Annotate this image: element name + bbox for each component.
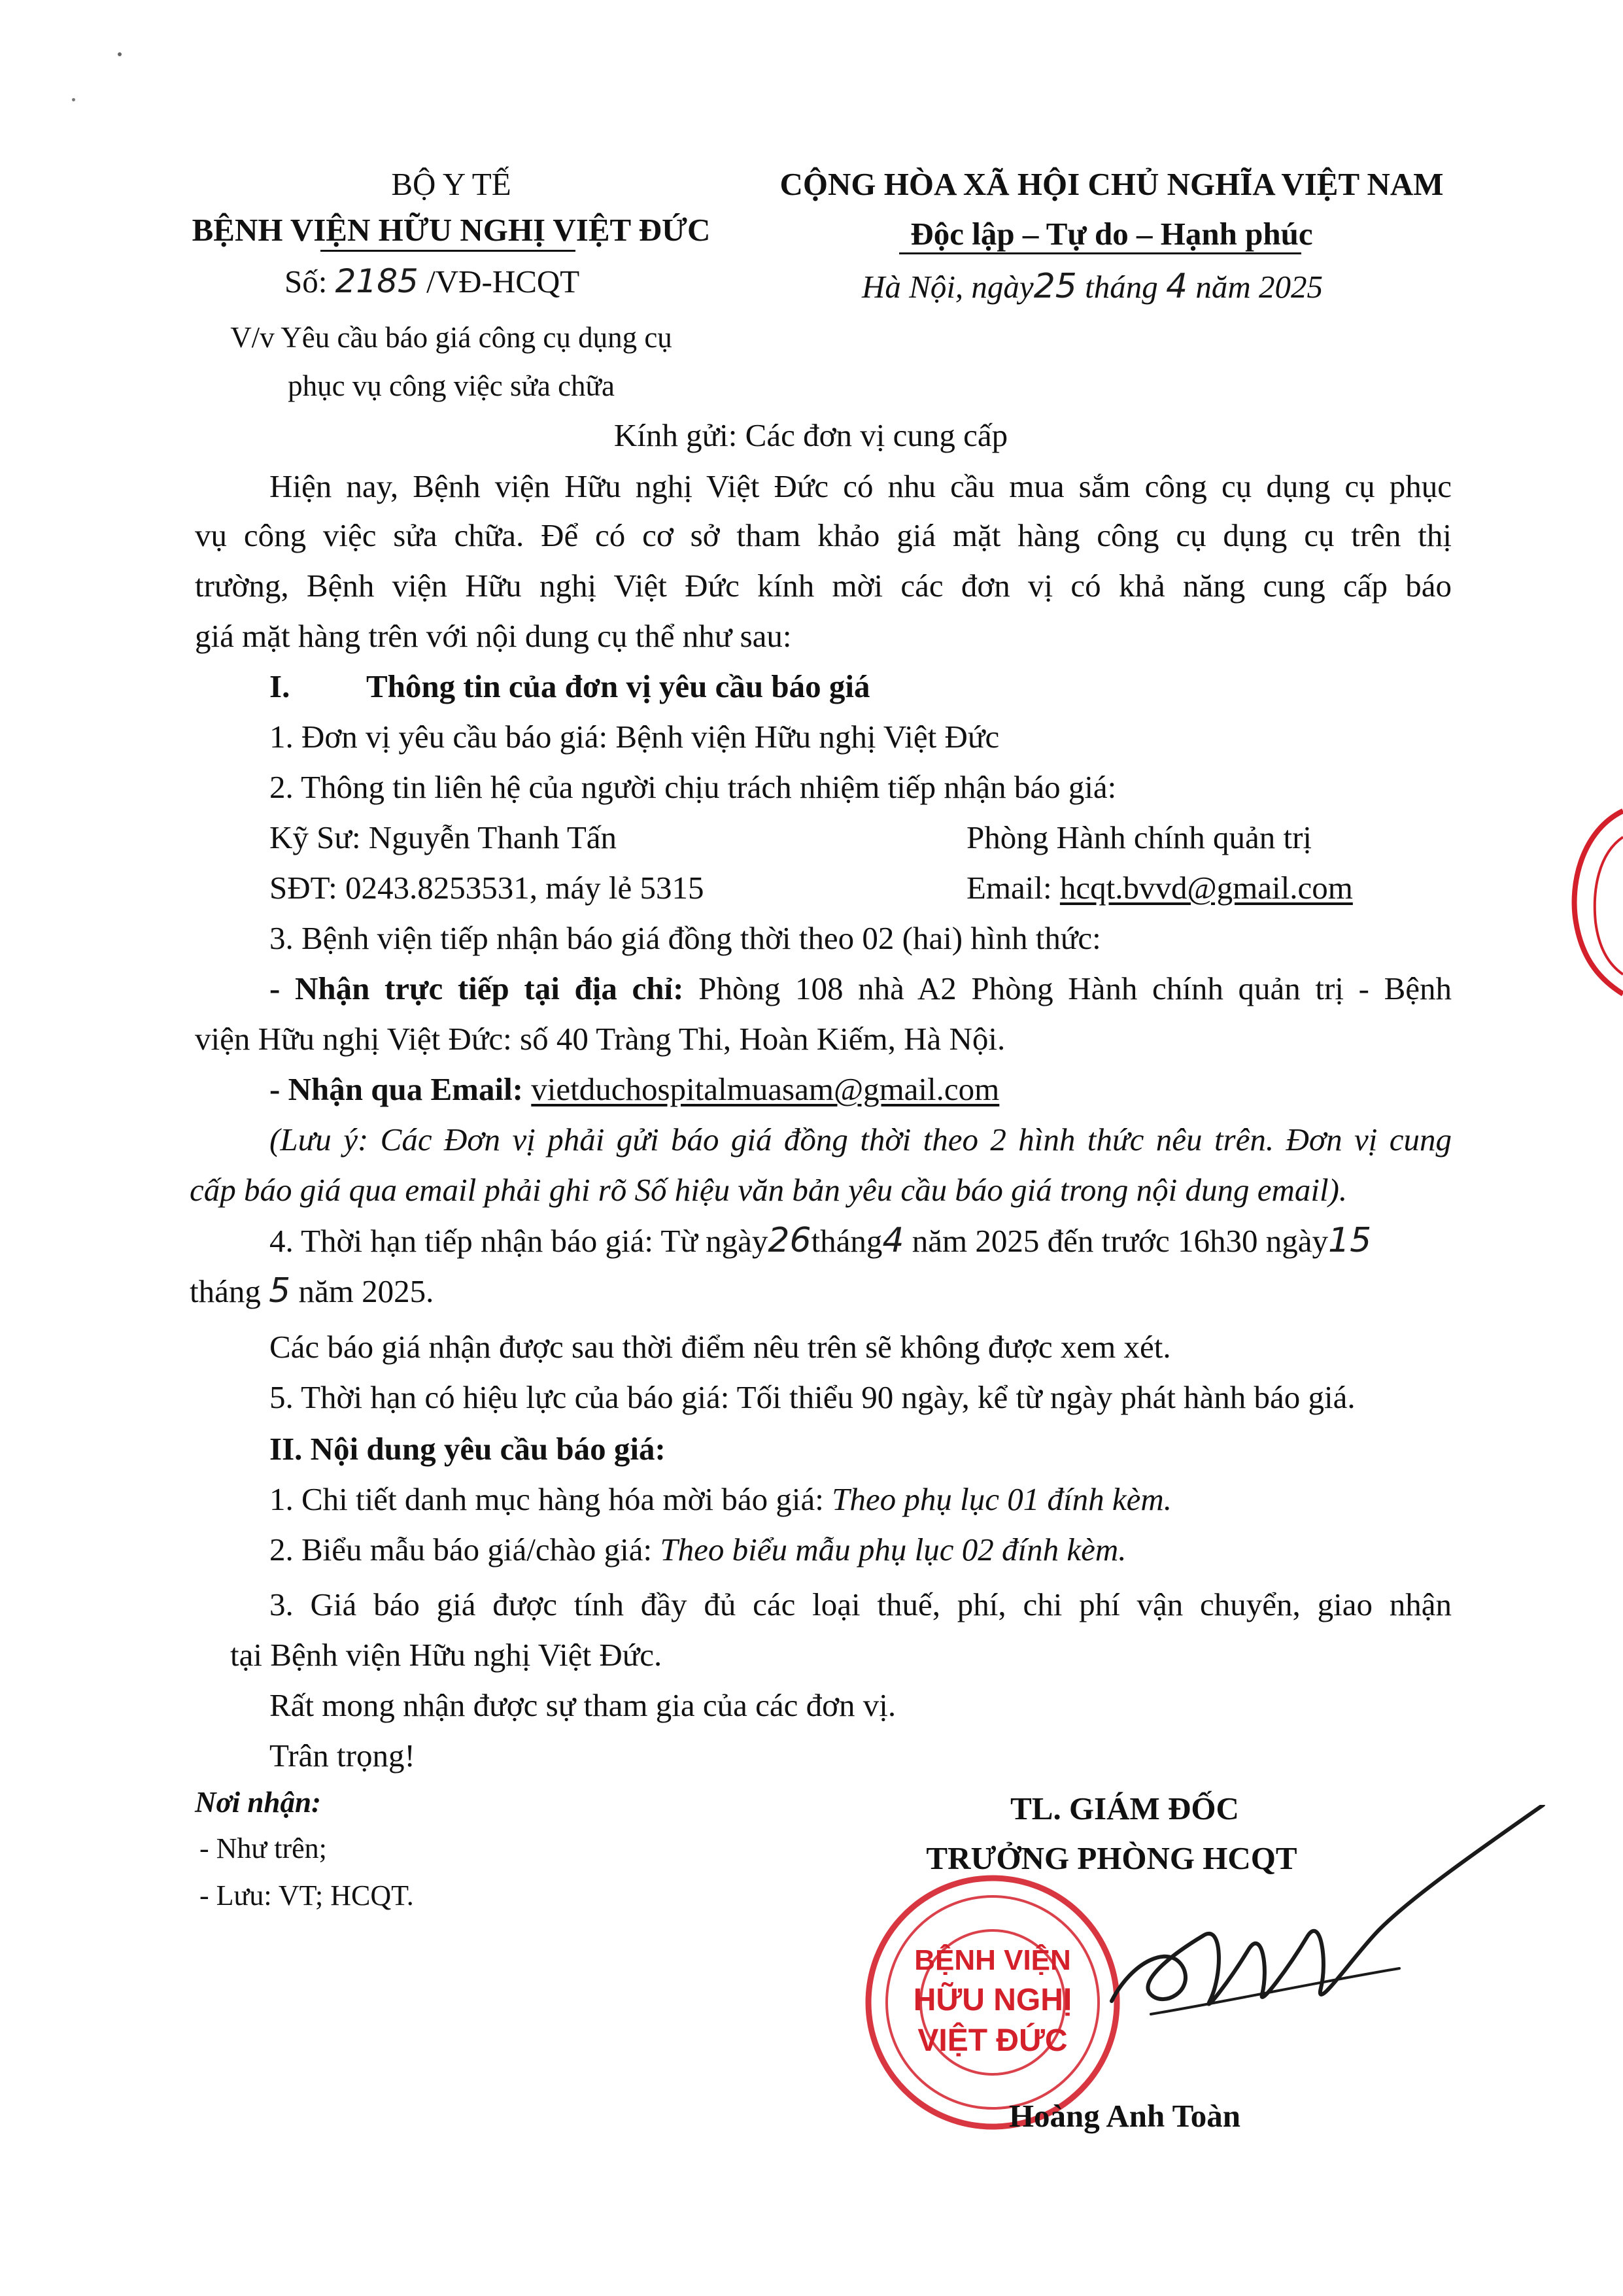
note-line-2: cấp báo giá qua email phải ghi rõ Số hiệu văn bản yêu cầu báo giá trong nội dung email). — [190, 1172, 1348, 1208]
scan-speck — [72, 98, 75, 101]
intro-line-4: giá mặt hàng trên với nội dung cụ thể như sau: — [195, 618, 792, 654]
date-month-label: tháng — [1085, 269, 1158, 305]
date-year: năm 2025 — [1195, 269, 1323, 305]
section-2-title: II. Nội dung yêu cầu báo giá: — [269, 1431, 666, 1467]
subject-line-1: V/v Yêu cầu báo giá công cụ dụng cụ — [230, 321, 672, 354]
item4-text-e: năm 2025. — [298, 1273, 434, 1309]
section-1-number: I. — [269, 668, 290, 704]
section-2-item-1-label: 1. Chi tiết danh mục hàng hóa mời báo giá: — [269, 1481, 824, 1517]
signature-title-1: TL. GIÁM ĐỐC — [1010, 1791, 1239, 1826]
contact-email-label: Email: — [966, 870, 1052, 906]
scan-speck — [118, 52, 122, 56]
section-1-item-2: 2. Thông tin liên hệ của người chịu trách nhiệm tiếp nhận báo giá: — [269, 769, 1117, 805]
date-prefix: Hà Nội, ngày — [862, 269, 1034, 305]
item4-month-1-handwritten: 4 — [882, 1221, 904, 1260]
section-2-item-1-value: Theo phụ lục 01 đính kèm. — [832, 1481, 1172, 1517]
contact-email-row — [966, 868, 1353, 908]
email-submission-label: - Nhận qua Email: — [269, 1071, 524, 1107]
signer-name: Hoàng Anh Toàn — [1008, 2098, 1241, 2134]
item4-text-d: tháng — [190, 1273, 261, 1309]
country-name: CỘNG HÒA XÃ HỘI CHỦ NGHĨA VIỆT NAM — [779, 166, 1444, 202]
direct-submission-label: - Nhận trực tiếp tại địa chỉ: — [269, 970, 684, 1006]
doc-no-label: Số: — [284, 264, 328, 300]
edge-stamp-mark — [1556, 804, 1623, 1001]
hospital-underline — [320, 250, 575, 252]
section-1-title: Thông tin của đơn vị yêu cầu báo giá — [366, 668, 870, 704]
contact-email-link[interactable]: hcqt.bvvd@gmail.com — [1059, 870, 1353, 906]
email-submission-link[interactable]: vietduchospitalmuasam@gmail.com — [531, 1071, 1000, 1107]
recipients-line-1: - Như trên; — [199, 1832, 327, 1864]
section-2-item-2 — [269, 1530, 1126, 1569]
doc-no-suffix: /VĐ-HCQT — [426, 264, 580, 300]
section-2-item-2-label: 2. Biểu mẫu báo giá/chào giá: — [269, 1532, 653, 1568]
hospital-name: BỆNH VIỆN HỮU NGHỊ VIỆT ĐỨC — [192, 212, 711, 248]
direct-submission-address: Phòng 108 nhà A2 Phòng Hành chính quản trị - Bệnh — [698, 970, 1452, 1006]
ministry-name: BỘ Y TẾ — [391, 166, 511, 202]
regards-line: Trân trọng! — [269, 1738, 415, 1773]
item4-month-2-handwritten: 5 — [269, 1271, 291, 1311]
section-2-item-1 — [269, 1480, 1172, 1519]
item4-text-a: 4. Thời hạn tiếp nhận báo giá: Từ ngày — [269, 1223, 768, 1259]
signature-title-2: TRƯỞNG PHÒNG HCQT — [926, 1840, 1297, 1876]
section-1-item-4 — [269, 1221, 1371, 1261]
document-number — [284, 262, 579, 301]
contact-department: Phòng Hành chính quản trị — [966, 819, 1312, 855]
date-month-handwritten: 4 — [1165, 267, 1188, 306]
signature-icon — [1072, 1805, 1556, 2053]
note-line-1: (Lưu ý: Các Đơn vị phải gửi báo giá đồng thời theo 2 hình thức nêu trên. Đơn vị cung — [269, 1122, 1452, 1157]
section-2-item-2-value: Theo biểu mẫu phụ lục 02 đính kèm. — [660, 1532, 1127, 1568]
section-1-item-5: 5. Thời hạn có hiệu lực của báo giá: Tối thiểu 90 ngày, kể từ ngày phát hành báo giá. — [269, 1379, 1356, 1415]
recipient-line: Kính gửi: Các đơn vị cung cấp — [613, 417, 1008, 453]
intro-line-2: vụ công việc sửa chữa. Để có cơ sở tham khảo giá mặt hàng công cụ dụng cụ trên thị — [195, 517, 1452, 553]
item4-text-c: năm 2025 đến trước 16h30 ngày — [912, 1223, 1329, 1259]
direct-submission-line-1 — [269, 969, 1452, 1008]
date-day-handwritten: 25 — [1033, 267, 1077, 306]
section-2-item-3-line-1: 3. Giá báo giá được tính đầy đủ các loại thuế, phí, chi phí vận chuyển, giao nhận — [269, 1586, 1452, 1622]
contact-phone: SĐT: 0243.8253531, máy lẻ 5315 — [269, 870, 704, 906]
contact-name: Kỹ Sư: Nguyễn Thanh Tấn — [269, 819, 617, 855]
closing-line: Rất mong nhận được sự tham gia của các đơn vị. — [269, 1687, 897, 1723]
issue-date — [862, 267, 1323, 307]
doc-no-handwritten: 2185 — [335, 262, 419, 300]
recipients-title: Nơi nhận: — [195, 1786, 321, 1819]
stamp-text-3: VIỆT ĐỨC — [917, 2023, 1068, 2058]
item4-text-b: tháng — [811, 1223, 883, 1259]
signature-scribble — [1072, 1805, 1556, 2053]
stamp-text-1: BỆNH VIỆN — [914, 1944, 1071, 1976]
item4-day-2-handwritten: 15 — [1328, 1221, 1372, 1260]
section-1-item-1: 1. Đơn vị yêu cầu báo giá: Bệnh viện Hữu nghị Việt Đức — [269, 719, 1000, 755]
item4-day-1-handwritten: 26 — [768, 1221, 811, 1260]
section-1-item-3: 3. Bệnh viện tiếp nhận báo giá đồng thời theo 02 (hai) hình thức: — [269, 920, 1101, 956]
late-notice: Các báo giá nhận được sau thời điểm nêu trên sẽ không được xem xét. — [269, 1329, 1171, 1365]
recipients-line-2: - Lưu: VT; HCQT. — [199, 1879, 414, 1911]
motto-underline — [899, 252, 1301, 254]
intro-line-3: trường, Bệnh viện Hữu nghị Việt Đức kính mời các đơn vị có khả năng cung cấp báo — [195, 568, 1452, 604]
email-submission-row — [269, 1070, 999, 1109]
direct-submission-line-2: viện Hữu nghị Việt Đức: số 40 Tràng Thi, Hoàn Kiếm, Hà Nội. — [195, 1021, 1006, 1057]
national-motto: Độc lập – Tự do – Hạnh phúc — [910, 216, 1313, 252]
section-1-item-4-cont — [190, 1271, 434, 1311]
stamp-text-2: HỮU NGHỊ — [913, 1983, 1072, 2017]
partial-stamp-icon — [1556, 804, 1623, 1001]
intro-line-1: Hiện nay, Bệnh viện Hữu nghị Việt Đức có nhu cầu mua sắm công cụ dụng cụ phục — [269, 468, 1452, 504]
subject-line-2: phục vụ công việc sửa chữa — [288, 369, 615, 402]
section-2-item-3-line-2: tại Bệnh viện Hữu nghị Việt Đức. — [230, 1637, 662, 1673]
